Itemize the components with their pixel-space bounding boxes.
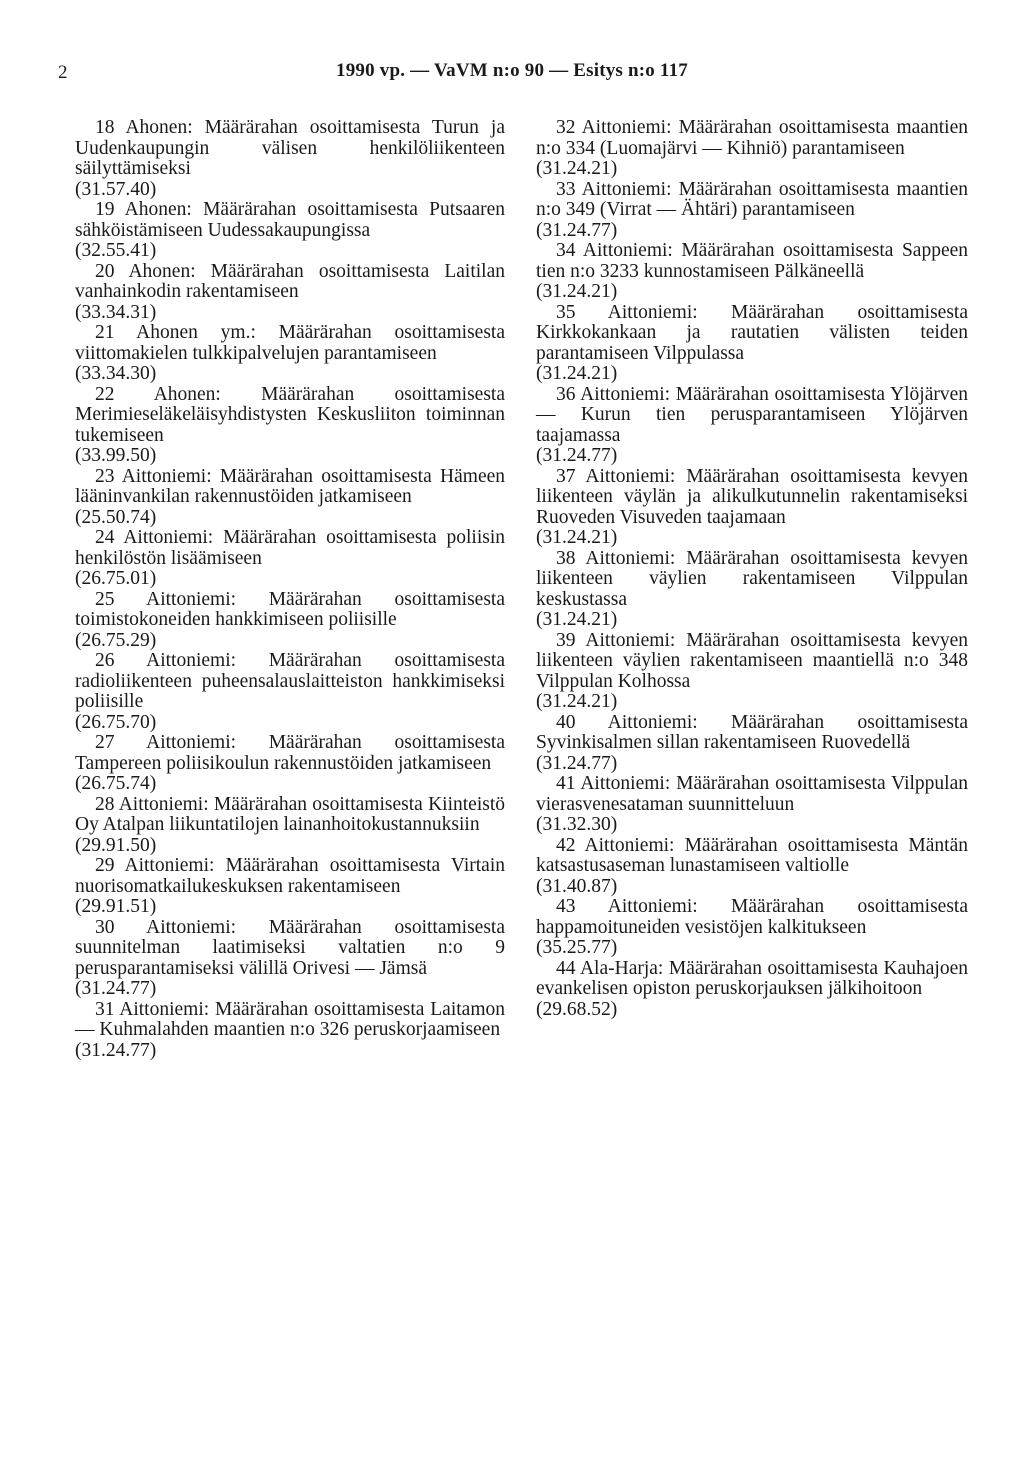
budget-item-code: (29.68.52) <box>536 998 618 1020</box>
motion-title: 31 Aittoniemi: Määrärahan osoittamisesta Laitamon — Kuhmalahden maantien n:o 326 peruskorjaamiseen <box>75 998 505 1040</box>
motion-title: 21 Ahonen ym.: Määrärahan osoittamisesta viittomakielen tulkkipalvelujen parantamiseen <box>75 322 505 364</box>
motion-title: 27 Aittoniemi: Määrärahan osoittamisesta Tampereen poliisikoulun rakennustöiden jatkamiseen <box>75 732 505 774</box>
motion-title: 43 Aittoniemi: Määrärahan osoittamisesta happamoituneiden vesistöjen kalkitukseen <box>536 896 968 938</box>
budget-item-code: (31.24.77) <box>75 1039 157 1061</box>
motion-entry <box>536 713 968 775</box>
motion-entry <box>536 836 968 898</box>
budget-item-code: (31.32.30) <box>536 814 618 835</box>
motion-title: 34 Aittoniemi: Määrärahan osoittamisesta Sappeen tien n:o 3233 kunnostamiseen Pälkäneellä <box>536 240 968 282</box>
budget-item-code: (29.91.51) <box>75 896 157 917</box>
motion-entry <box>75 651 505 733</box>
motion-entry <box>75 262 505 324</box>
budget-item-code: (33.99.50) <box>75 445 157 466</box>
motion-entry <box>536 467 968 549</box>
budget-item-code: (31.40.87) <box>536 875 618 897</box>
budget-item-code: (31.24.77) <box>75 978 157 999</box>
right-column <box>536 118 968 1020</box>
motion-entry <box>536 118 968 180</box>
budget-item-code: (26.75.01) <box>75 568 157 589</box>
motion-entry <box>75 118 505 200</box>
motion-title: 38 Aittoniemi: Määrärahan osoittamisesta kevyen liikenteen väylien rakentamiseen Vilppulan keskustassa <box>536 547 968 610</box>
motion-title: 29 Aittoniemi: Määrärahan osoittamisesta Virtain nuorisomatkailukeskuksen rakentamiseen <box>75 855 505 897</box>
budget-item-code: (33.34.31) <box>75 301 157 323</box>
budget-item-code: (31.24.21) <box>536 363 618 384</box>
budget-item-code: (25.50.74) <box>75 506 157 528</box>
motion-entry <box>75 385 505 467</box>
budget-item-code: (31.24.77) <box>536 445 618 466</box>
motion-title: 25 Aittoniemi: Määrärahan osoittamisesta toimistokoneiden hankkimiseen poliisille <box>75 588 505 630</box>
motion-entry <box>536 303 968 385</box>
motion-entry <box>75 1000 505 1062</box>
motion-title: 20 Ahonen: Määrärahan osoittamisesta Laitilan vanhainkodin rakentamiseen <box>75 260 505 302</box>
page-number: 2 <box>58 62 68 83</box>
budget-item-code: (31.24.21) <box>536 609 618 630</box>
motion-entry <box>536 385 968 467</box>
motion-entry <box>536 549 968 631</box>
left-column <box>75 118 505 1061</box>
motion-title: 41 Aittoniemi: Määrärahan osoittamisesta Vilppulan vierasvenesataman suunnitteluun <box>536 773 968 815</box>
budget-item-code: (32.55.41) <box>75 240 157 261</box>
motion-title: 37 Aittoniemi: Määrärahan osoittamisesta kevyen liikenteen väylän ja alikulkutunnelin rakentamiseksi Ruoveden Visuveden taajamaan <box>536 465 968 528</box>
budget-item-code: (31.24.21) <box>536 158 618 179</box>
motion-entry <box>75 590 505 652</box>
budget-item-code: (31.24.21) <box>536 281 618 302</box>
budget-item-code: (31.24.77) <box>536 219 618 241</box>
budget-item-code: (29.91.50) <box>75 834 157 856</box>
motion-title: 26 Aittoniemi: Määrärahan osoittamisesta radioliikenteen puheensalauslaitteiston hankkimiseksi poliisille <box>75 650 505 712</box>
motion-entry <box>75 323 505 385</box>
motion-title: 18 Ahonen: Määrärahan osoittamisesta Turun ja Uudenkaupungin välisen henkilöliikenteen säilyttämiseksi <box>75 117 505 179</box>
motion-title: 36 Aittoniemi: Määrärahan osoittamisesta Ylöjärven — Kurun tien perusparantamiseen Ylöjärven taajamassa <box>536 383 968 446</box>
budget-item-code: (26.75.70) <box>75 711 157 733</box>
motion-entry <box>536 180 968 242</box>
motion-title: 42 Aittoniemi: Määrärahan osoittamisesta Mäntän katsastusaseman lunastamiseen valtiolle <box>536 834 968 876</box>
budget-item-code: (31.57.40) <box>75 178 157 200</box>
motion-title: 32 Aittoniemi: Määrärahan osoittamisesta maantien n:o 334 (Luomajärvi — Kihniö) parantamiseen <box>536 117 968 159</box>
budget-item-code: (31.24.21) <box>536 527 618 548</box>
budget-item-code: (26.75.74) <box>75 773 157 794</box>
motion-entry <box>75 528 505 590</box>
motion-entry <box>536 631 968 713</box>
motion-entry <box>75 918 505 1000</box>
motion-title: 44 Ala-Harja: Määrärahan osoittamisesta Kauhajoen evankelisen opiston peruskorjauksen jälkihoitoon <box>536 957 968 999</box>
motion-entry <box>75 467 505 529</box>
motion-title: 22 Ahonen: Määrärahan osoittamisesta Merimieseläkeläisyhdistysten Keskusliiton toiminnan tukemiseen <box>75 383 505 446</box>
budget-item-code: (31.24.77) <box>536 752 618 774</box>
motion-entry <box>75 795 505 857</box>
budget-item-code: (33.34.30) <box>75 363 157 384</box>
running-title: 1990 vp. — VaVM n:o 90 — Esitys n:o 117 <box>336 60 688 81</box>
budget-item-code: (31.24.21) <box>536 691 618 712</box>
motion-entry <box>75 856 505 918</box>
motion-entry <box>536 241 968 303</box>
motion-title: 24 Aittoniemi: Määrärahan osoittamisesta poliisin henkilöstön lisäämiseen <box>75 527 505 569</box>
motion-title: 35 Aittoniemi: Määrärahan osoittamisesta Kirkkokankaan ja rautatien välisten teiden parantamiseen Vilppulassa <box>536 301 968 364</box>
motion-title: 39 Aittoniemi: Määrärahan osoittamisesta kevyen liikenteen väylien rakentamiseen maantiellä n:o 348 Vilppulan Kolhossa <box>536 629 968 692</box>
motion-title: 23 Aittoniemi: Määrärahan osoittamisesta Hämeen lääninvankilan rakennustöiden jatkamiseen <box>75 465 505 507</box>
motion-entry <box>536 897 968 959</box>
motion-entry <box>536 774 968 836</box>
motion-title: 19 Ahonen: Määrärahan osoittamisesta Putsaaren sähköistämiseen Uudessakaupungissa <box>75 199 505 241</box>
motion-entry <box>75 733 505 795</box>
budget-item-code: (35.25.77) <box>536 937 618 958</box>
motion-entry <box>75 200 505 262</box>
motion-title: 30 Aittoniemi: Määrärahan osoittamisesta suunnitelman laatimiseksi valtatien n:o 9 perusparantamiseksi välillä Orivesi — Jämsä <box>75 916 505 979</box>
motion-title: 28 Aittoniemi: Määrärahan osoittamisesta Kiinteistö Oy Atalpan liikuntatilojen lainanhoitokustannuksiin <box>75 793 505 835</box>
motion-title: 33 Aittoniemi: Määrärahan osoittamisesta maantien n:o 349 (Virrat — Ähtäri) parantamiseen <box>536 178 968 220</box>
motion-entry <box>536 959 968 1021</box>
motion-title: 40 Aittoniemi: Määrärahan osoittamisesta Syvinkisalmen sillan rakentamiseen Ruovedellä <box>536 711 968 753</box>
budget-item-code: (26.75.29) <box>75 629 157 651</box>
